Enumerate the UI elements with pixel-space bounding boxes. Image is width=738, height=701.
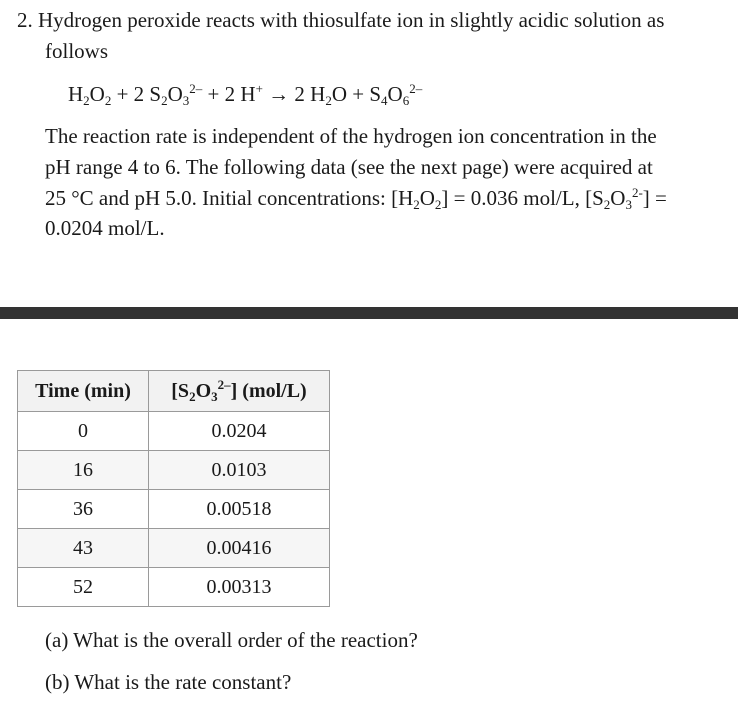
column-header-time: Time (min) (18, 371, 149, 412)
concentration-cell: 0.00518 (149, 490, 330, 529)
header-text: [S (171, 379, 190, 402)
eq-charge: 2– (189, 81, 203, 96)
time-cell: 36 (18, 490, 149, 529)
time-cell: 0 (18, 412, 149, 451)
eq-charge: 2– (409, 81, 423, 96)
question-a: (a) What is the overall order of the reaction? (45, 628, 418, 652)
header-text: O (195, 379, 212, 402)
eq-sub: 2 (161, 93, 168, 108)
eq-sub: 3 (182, 93, 190, 108)
paragraph-line-1: The reaction rate is independent of the hydrogen ion concentration in the (45, 124, 657, 148)
para-text: ] = 0.036 mol/L, [S (441, 186, 604, 210)
para-text: O (610, 186, 626, 210)
table-row (18, 451, 330, 490)
column-header-concentration (149, 371, 330, 412)
concentration-cell: 0.0204 (149, 412, 330, 451)
para-text: O (419, 186, 435, 210)
eq-charge: + (255, 81, 263, 96)
time-cell: 16 (18, 451, 149, 490)
paragraph-line-2: pH range 4 to 6. The following data (see the next page) were acquired at (45, 155, 653, 179)
concentration-cell: 0.00313 (149, 568, 330, 607)
header-text: ] (mol/L) (230, 379, 307, 402)
header-charge: 2– (217, 376, 231, 392)
problem-line-1 (17, 8, 664, 32)
eq-o: O (387, 82, 403, 106)
table-row (18, 490, 330, 529)
eq-sub: 2 (325, 93, 332, 108)
eq-o: O (331, 82, 347, 106)
para-text: 25 °C and pH 5.0. Initial concentrations: [H (45, 186, 414, 210)
para-sub: 2 (434, 197, 442, 212)
table-row (18, 412, 330, 451)
concentration-cell: 0.0103 (149, 451, 330, 490)
eq-arrow-text: → 2 H (262, 82, 326, 106)
para-sub: 2 (603, 197, 611, 212)
page-divider (0, 307, 738, 319)
eq-sub: 6 (402, 93, 410, 108)
paragraph-line-4: 0.0204 mol/L. (45, 216, 165, 240)
eq-o: O (89, 82, 105, 106)
header-sub: 2 (189, 388, 196, 404)
table-row (18, 568, 330, 607)
eq-sub: 2 (83, 93, 90, 108)
eq-sub: 4 (381, 93, 388, 108)
eq-text: + 2 S (111, 82, 162, 106)
para-charge: 2- (631, 185, 643, 200)
para-sub: 2 (413, 197, 420, 212)
data-table (17, 370, 330, 607)
concentration-cell: 0.00416 (149, 529, 330, 568)
eq-text: + S (347, 82, 382, 106)
time-cell: 52 (18, 568, 149, 607)
eq-o: O (167, 82, 183, 106)
problem-line-2: follows (45, 39, 108, 63)
time-cell: 43 (18, 529, 149, 568)
para-sub: 3 (625, 197, 632, 212)
eq-sub: 2 (104, 93, 112, 108)
problem-number: 2. (17, 8, 33, 32)
table-header-row (18, 371, 330, 412)
para-text: ] = (642, 186, 667, 210)
question-b: (b) What is the rate constant? (45, 670, 292, 694)
reaction-equation (68, 82, 422, 106)
problem-text-1: Hydrogen peroxide reacts with thiosulfate ion in slightly acidic solution as (38, 8, 665, 32)
table-row (18, 529, 330, 568)
header-sub: 3 (211, 388, 218, 404)
eq-h: H (68, 82, 84, 106)
eq-text: + 2 H (202, 82, 256, 106)
paragraph-line-3 (45, 186, 667, 210)
